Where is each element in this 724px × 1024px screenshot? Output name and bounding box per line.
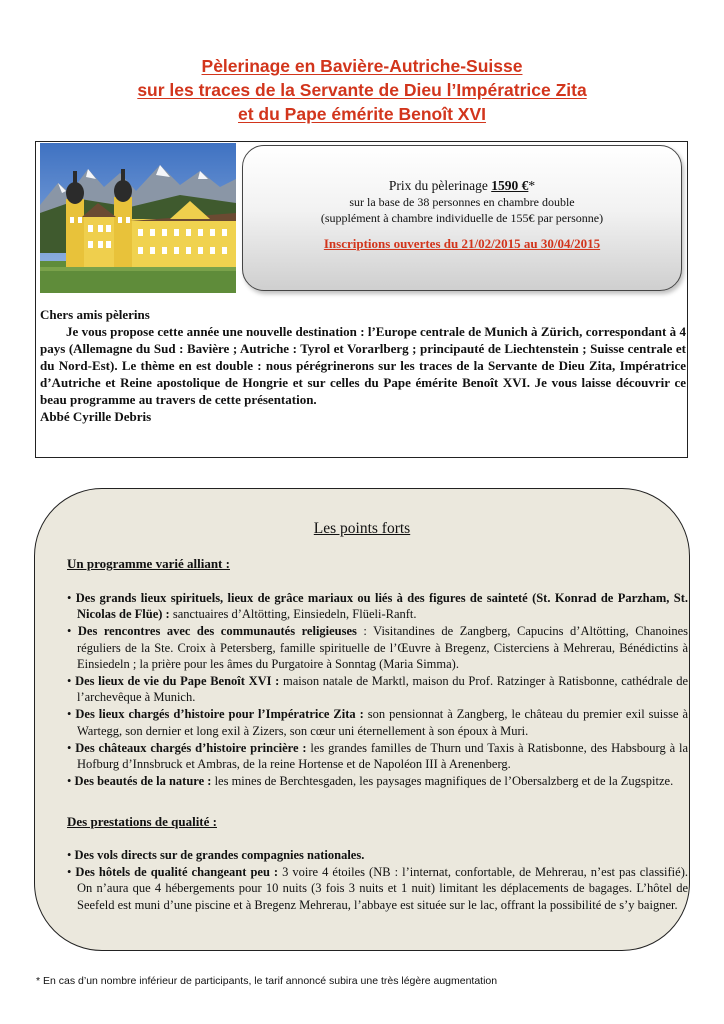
programme-heading: Un programme varié alliant :	[67, 556, 230, 571]
letter-signature: Abbé Cyrille Debris	[40, 409, 152, 424]
title-line-2: sur les traces de la Servante de Dieu l’Impératrice Zita	[137, 80, 587, 100]
bullet: •	[67, 707, 72, 722]
list-item	[67, 773, 688, 789]
programme-list	[67, 590, 688, 790]
price-amount: 1590 €	[491, 178, 529, 193]
list-item	[67, 623, 688, 672]
list-item	[67, 590, 688, 622]
list-item	[67, 706, 688, 738]
footnote: * En cas d’un nombre inférieur de participants, le tarif annoncé subira une très légère augmentation	[36, 975, 498, 987]
intro-letter	[40, 306, 686, 425]
list-item	[67, 673, 688, 705]
list-item	[67, 864, 688, 913]
bullet: •	[67, 591, 72, 605]
item-text: son pensionnat à Zangberg, le château du premier exil suisse à Wartegg, son dernier et long exil à Zizers, son cœur uni éternellement à son époux à Muri.	[77, 707, 689, 738]
item-bold: Des châteaux chargés d’histoire princière :	[75, 740, 307, 755]
page-title	[0, 54, 724, 126]
price-supplement: (supplément à chambre individuelle de 155€ par personne)	[320, 211, 604, 225]
item-bold: Des beautés de la nature :	[74, 774, 212, 789]
item-bold: Des vols directs sur de grandes compagnies nationales.	[74, 848, 365, 862]
prestations-heading: Des prestations de qualité :	[67, 814, 217, 829]
price-asterisk: *	[528, 178, 536, 193]
price-basis: sur la base de 38 personnes en chambre double	[349, 195, 575, 209]
highlights-title: Les points forts	[313, 520, 411, 537]
prestations-list	[67, 847, 688, 914]
item-bold: Des rencontres avec des communautés religieuses	[77, 624, 357, 639]
bullet: •	[67, 674, 72, 689]
list-item	[67, 847, 688, 863]
title-line-3: et du Pape émérite Benoît XVI	[238, 104, 486, 124]
item-text: maison natale de Marktl, maison du Prof. Ratzinger à Ratisbonne, cathédrale de l’archevêque à Munich.	[77, 674, 689, 705]
list-item	[67, 740, 688, 772]
registration-dates: Inscriptions ouvertes du 21/02/2015 au 30/04/2015	[323, 236, 601, 251]
letter-body: Je vous propose cette année une nouvelle destination : l’Europe centrale de Munich à Zürich, correspondant à 4 pays (Allemagne du Sud : Bavière ; Autriche : Tyrol et Vorarlberg ; principauté de Liechtenstein ; Suisse centrale et du Nord-Est). Le thème en est double : nous pérégrinerons sur les traces de la Servante de Dieu Zita, Impératrice d’Autriche et Reine apostolique de Hongrie et sur celles du Pape émérite Benoît XVI. Je vous laisse découvrir ce beau programme au travers de cette présentation.	[40, 324, 686, 407]
item-text: les mines de Berchtesgaden, les paysages magnifiques de l’Obersalzberg et de la Zugspitze.	[211, 774, 674, 789]
bullet: •	[67, 624, 72, 639]
price-label: Prix du pèlerinage	[388, 178, 492, 193]
item-text: : Visitandines de Zangberg, Capucins d’Altötting, Chanoines réguliers de la Ste. Croix à Petersberg, famille spirituelle de l’Œuvre à Bregenz, Cisterciens à Mehrerau, Bénédictins à Einsiedeln ; la prière pour les âmes du Purgatoire à Sonntag (Maria Simma).	[77, 624, 689, 671]
price-line	[243, 178, 681, 194]
item-bold: Des lieux chargés d’histoire pour l’Impératrice Zita :	[75, 707, 364, 722]
bullet: •	[67, 848, 72, 862]
item-text: 3 voire 4 étoiles (NB : l’internat, confortable, de Mehrerau, n’est pas classifié). On n’aura que 4 hébergements pour 10 nuits (3 fois 3 nuits et 1 nuit) limitant les déplacements de bagages. L’hôtel de Seefeld est muni d’une piscine et à Bregenz Mehrerau, l’abbaye est située sur le lac, offrant la possibilité de s’y baigner.	[77, 865, 688, 912]
item-text: les grandes familles de Thurn und Taxis à Ratisbonne, des Habsbourg à la Hofburg d’Innsbruck et Ambras, de la reine Hortense et de Napoléon III à Arenenberg.	[77, 740, 689, 772]
item-text: sanctuaires d’Altötting, Einsiedeln, Flüeli-Ranft.	[169, 607, 417, 622]
bullet: •	[67, 774, 72, 789]
item-bold: Des lieux de vie du Pape Benoît XVI :	[75, 674, 280, 689]
monastery-photo	[40, 143, 236, 293]
title-line-1: Pèlerinage en Bavière-Autriche-Suisse	[201, 56, 523, 76]
bullet: •	[67, 740, 72, 755]
price-box	[242, 145, 682, 291]
bullet: •	[67, 865, 72, 880]
item-bold: Des hôtels de qualité changeant peu :	[75, 865, 279, 880]
item-bold: Des grands lieux spirituels, lieux de grâce mariaux ou liés à des figures de sainteté (St. Konrad de Parzham, St. Nicolas de Flüe) :	[75, 591, 689, 622]
letter-greeting: Chers amis pèlerins	[40, 307, 150, 322]
